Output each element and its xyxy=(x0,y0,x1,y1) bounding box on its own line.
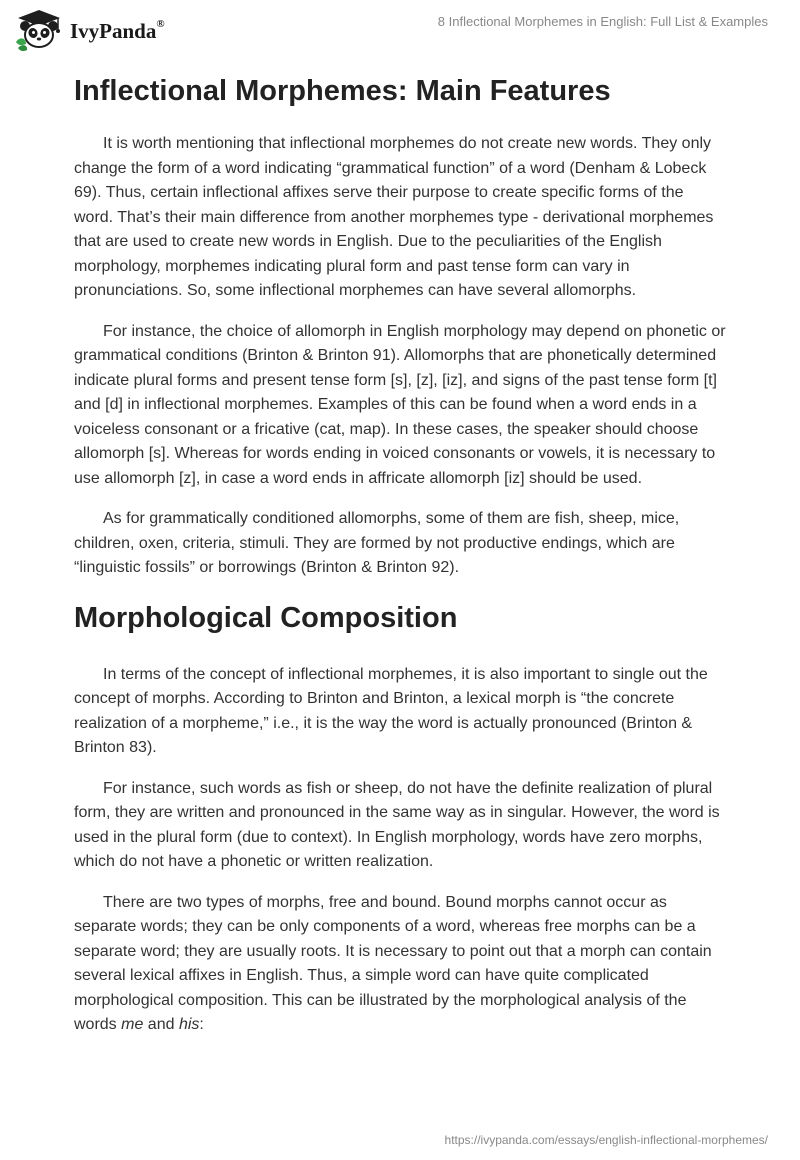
paragraph-end: : xyxy=(199,1016,204,1033)
paragraph-joiner: and xyxy=(143,1016,179,1033)
paragraph: In terms of the concept of inflectional morphemes, it is also important to single out the concept of morphs. According to Brinton and Brinton, a lexical morph is “the concrete realization of a morpheme,” i.e., it is the way the word is actually pronounced (Brinton & Brinton 83). xyxy=(74,665,708,756)
paragraph: For instance, the choice of allomorph in English morphology may depend on phonetic or grammatical conditions (Brinton & Brinton 91). Allomorphs that are phonetically determined indicate plural forms and present tense form [s], [z], [iz], and signs of the past tense form [t] and [d] in inflectional morphemes. Examples of this can be found when a word ends in a voiceless consonant or a fricative (cat, map). In these cases, the speaker should choose allomorph [s]. Whereas for words ending in voiced consonants or vowels, it is necessary to use allomorph [z], in case a word ends in affricate allomorph [iz] should be used. xyxy=(74,322,726,487)
paragraph-text: There are two types of morphs, free and bound. Bound morphs cannot occur as separate words; they can be only components of a word, whereas free morphs can be a separate word; they are usually roots. It is necessary to point out that a morph can contain several lexical affixes in English. Thus, a simple word can have quite complicated morphological composition. This can be illustrated by the morphological analysis of the words xyxy=(74,893,712,1033)
example-word-me: me xyxy=(121,1016,144,1033)
document-title: 8 Inflectional Morphemes in English: Full List & Examples xyxy=(437,14,768,29)
paragraph: It is worth mentioning that inflectional morphemes do not create new words. They only change the form of a word indicating “grammatical function” of a word (Denham & Lobeck 69). Thus, certain inflectional affixes serve their purpose to create specific forms of the word. That’s their main difference from another morphemes type - derivational morphemes that are used to create new words in English. Due to the peculiarities of the English morphology, morphemes indicating plural form and past tense form can vary in pronunciations. So, some inflectional morphemes can have several allomorphs. xyxy=(74,135,714,299)
source-url[interactable]: https://ivypanda.com/essays/english-inflectional-morphemes/ xyxy=(444,1133,768,1147)
paragraph xyxy=(74,891,726,1038)
example-word-his: his xyxy=(178,1016,200,1033)
paragraph: As for grammatically conditioned allomorphs, some of them are fish, sheep, mice, children, oxen, criteria, stimuli. They are formed by not productive endings, which are “linguistic fossils” or borrowings (Brinton & Brinton 92). xyxy=(74,510,680,576)
registered-mark: ® xyxy=(156,17,165,30)
ivypanda-logo[interactable] xyxy=(14,8,165,52)
section-heading-main-features: Inflectional Morphemes: Main Features xyxy=(74,75,611,107)
paragraph: For instance, such words as fish or sheep, do not have the definite realization of plural form, they are written and pronounced in the same way as in singular. However, the word is used in the plural form (due to context). In English morphology, words have zero morphs, which do not have a phonetic or written realization. xyxy=(74,779,720,870)
section-heading-morphological-composition: Morphological Composition xyxy=(74,601,458,634)
page-header xyxy=(0,0,800,60)
panda-graduate-icon xyxy=(14,8,64,52)
logo-wordmark: IvyPanda® xyxy=(70,17,165,43)
article-body xyxy=(74,72,726,1038)
